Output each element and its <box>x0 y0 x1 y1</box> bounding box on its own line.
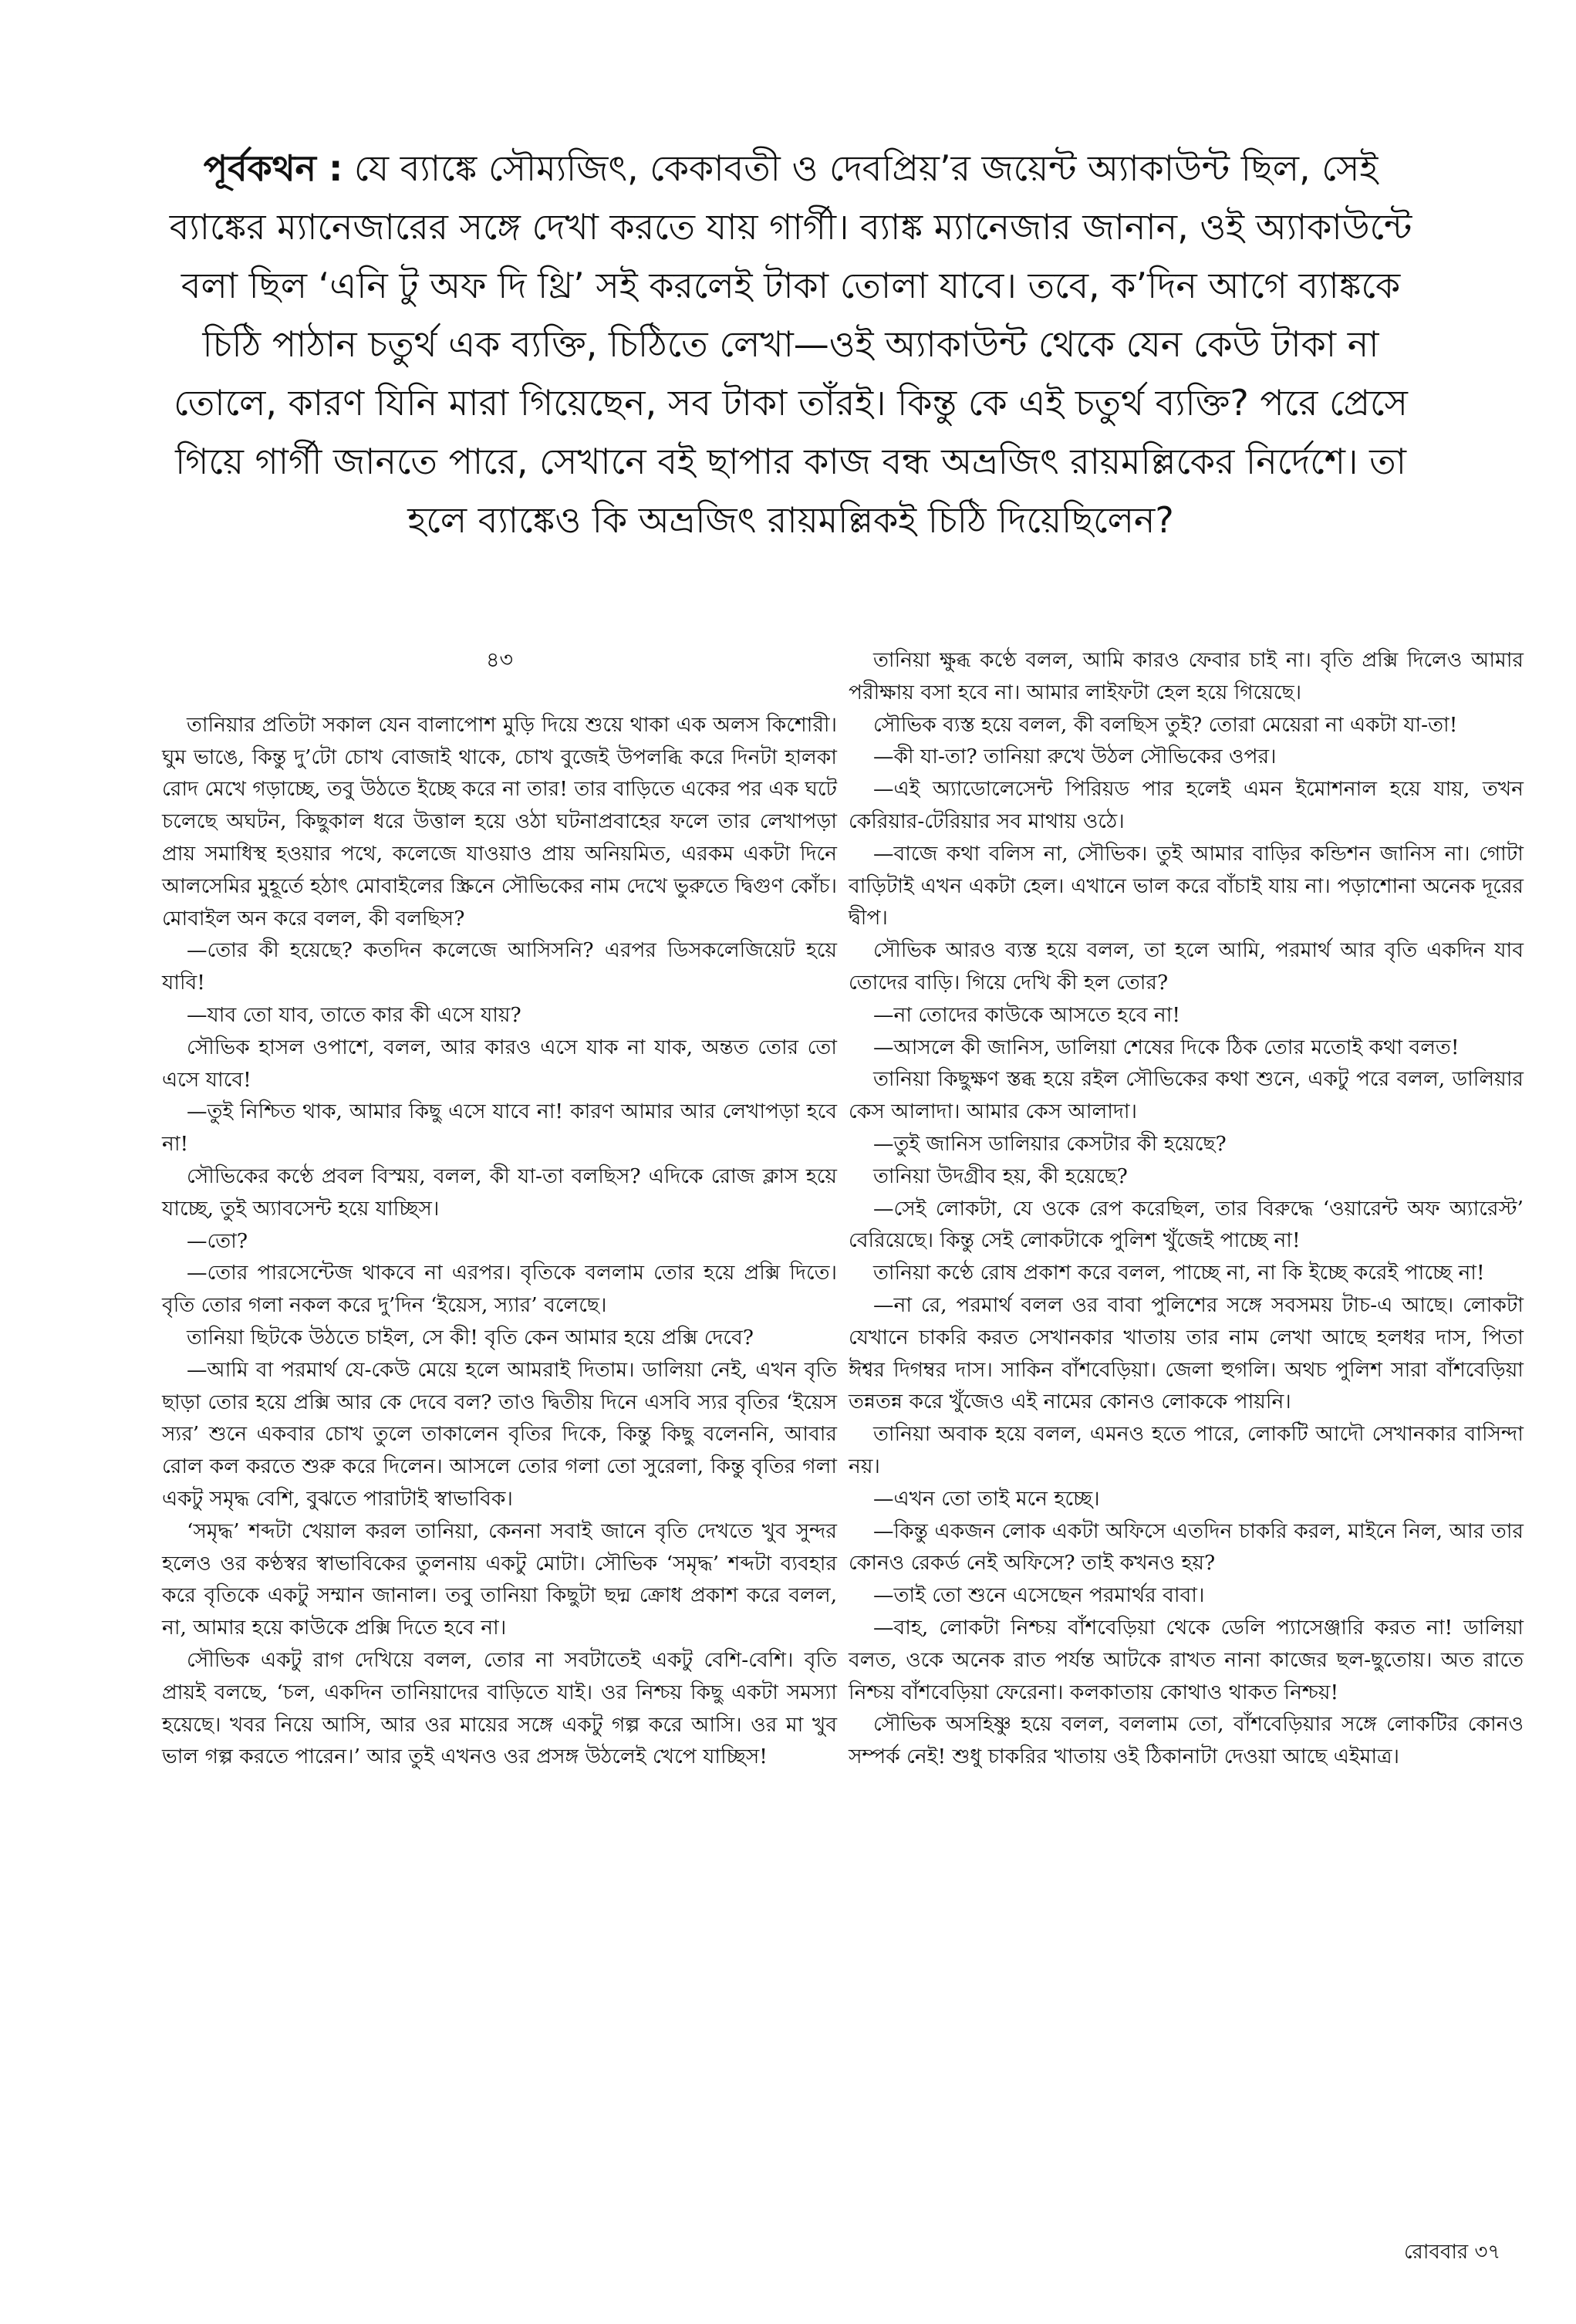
paragraph: —তুই নিশ্চিত থাক, আমার কিছু এসে যাবে না! কারণ আমার আর লেখাপড়া হবে না! <box>162 1100 837 1157</box>
magazine-name: রোববার <box>1404 2241 1469 2264</box>
paragraph: —আসলে কী জানিস, ডালিয়া শেষের দিকে ঠিক তোর মতোই কথা বলত! <box>873 1035 1460 1059</box>
summary-lead: পূর্বকথন : <box>203 147 343 189</box>
page-number: ৩৭ <box>1474 2241 1501 2264</box>
paragraph: —আমি বা পরমার্থ যে-কেউ মেয়ে হলে আমরাই দিতাম। ডালিয়া নেই, এখন বৃতি ছাড়া তোর হয়ে প্রক্সি আর কে দেবে বল? তাও দ্বিতীয় দিনে এসবি স্যর বৃতির ‘ইয়েস স্যর’ শুনে একবার চোখ তুলে তাকালেন বৃতির দিকে, কিন্তু কিছু বলেননি, আবার রোল কল করতে শুরু করে দিলেন। আসলে তোর গলা তো সুরেলা, কিন্তু বৃতির গলা একটু সমৃদ্ধ বেশি, বুঝতে পারাটাই স্বাভাবিক। <box>162 1357 837 1511</box>
paragraph: —সেই লোকটা, যে ওকে রেপ করেছিল, তার বিরুদ্ধে ‘ওয়ারেন্ট অফ অ্যারেস্ট’ বেরিয়েছে। কিন্তু সেই লোকটাকে পুলিশ খুঁজেই পাচ্ছে না! <box>849 1196 1524 1253</box>
paragraph: —বাজে কথা বলিস না, সৌভিক। তুই আমার বাড়ির কন্ডিশন জানিস না। গোটা বাড়িটাই এখন একটা হেল। এখানে ভাল করে বাঁচাই যায় না। পড়াশোনা অনেক দূরের দ্বীপ। <box>849 841 1524 931</box>
paragraph: তানিয়া ছিটকে উঠতে চাইল, সে কী! বৃতি কেন আমার হয়ে প্রক্সি দেবে? <box>187 1325 754 1349</box>
chapter-number: ৪৩ <box>485 648 514 672</box>
paragraph: —বাহ, লোকটা নিশ্চয় বাঁশবেড়িয়া থেকে ডেলি প্যাসেঞ্জারি করত না! ডালিয়া বলত, ওকে অনেক রাত পর্যন্ত আটকে রাখত নানা কাজের ছল-ছুতোয়। অত রাতে নিশ্চয় বাঁশবেড়িয়া ফেরেনা। কলকাতায় কোথাও থাকত নিশ্চয়! <box>849 1615 1524 1704</box>
paragraph: —কিন্তু একজন লোক একটা অফিসে এতদিন চাকরি করল, মাইনে নিল, আর তার কোনও রেকর্ড নেই অফিসে? তাই কখনও হয়? <box>849 1518 1524 1576</box>
summary-text: যে ব্যাঙ্কে সৌম্যজিৎ, কেকাবতী ও দেবপ্রিয়’র জয়েন্ট অ্যাকাউন্ট ছিল, সেই ব্যাঙ্কের ম্যানেজারের সঙ্গে দেখা করতে যায় গার্গী। ব্যাঙ্ক ম্যানেজার জানান, ওই অ্যাকাউন্টে বলা ছিল ‘এনি টু অফ দি থ্রি’ সই করলেই টাকা তোলা যাবে। তবে, ক’দিন আগে ব্যাঙ্ককে চিঠি পাঠান চতুর্থ এক ব্যক্তি, চিঠিতে লেখা—ওই অ্যাকাউন্ট থেকে যেন কেউ টাকা না তোলে, কারণ যিনি মারা গিয়েছেন, সব টাকা তাঁরই। কিন্তু কে এই চতুর্থ ব্যক্তি? পরে প্রেসে গিয়ে গার্গী জানতে পারে, সেখানে বই ছাপার কাজ বন্ধ অভ্রজিৎ রায়মল্লিকের নির্দেশে। তা হলে ব্যাঙ্কেও কি অভ্রজিৎ রায়মল্লিকই চিঠি দিয়েছিলেন? <box>169 147 1412 541</box>
paragraph: —তোর কী হয়েছে? কতদিন কলেজে আসিসনি? এরপর ডিসকলেজিয়েট হয়ে যাবি! <box>162 938 837 995</box>
paragraph: —তাই তো শুনে এসেছেন পরমার্থর বাবা। <box>873 1583 1205 1608</box>
paragraph: তানিয়া কিছুক্ষণ স্তব্ধ হয়ে রইল সৌভিকের কথা শুনে, একটু পরে বলল, ডালিয়ার কেস আলাদা। আমার কেস আলাদা। <box>849 1067 1524 1124</box>
paragraph: তানিয়া অবাক হয়ে বলল, এমনও হতে পারে, লোকটি আদৌ সেখানকার বাসিন্দা নয়। <box>849 1422 1524 1478</box>
paragraph: সৌভিক হাসল ওপাশে, বলল, আর কারও এসে যাক না যাক, অন্তত তোর তো এসে যাবে! <box>162 1035 837 1092</box>
paragraph: সৌভিকের কণ্ঠে প্রবল বিস্ময়, বলল, কী যা-তা বলছিস? এদিকে রোজ ক্লাস হয়ে যাচ্ছে, তুই অ্যাবসেন্ট হয়ে যাচ্ছিস। <box>162 1164 837 1221</box>
story-summary <box>162 139 1419 549</box>
paragraph: তানিয়া ক্ষুব্ধ কণ্ঠে বলল, আমি কারও ফেবার চাই না। বৃতি প্রক্সি দিলেও আমার পরীক্ষায় বসা হবে না। আমার লাইফটা হেল হয়ে গিয়েছে। <box>849 648 1524 704</box>
left-column <box>162 644 837 1773</box>
paragraph: —তোর পারসেন্টেজ থাকবে না এরপর। বৃতিকে বললাম তোর হয়ে প্রক্সি দিতে। বৃতি তোর গলা নকল করে দু’দিন ‘ইয়েস, স্যার’ বলেছে। <box>162 1261 837 1318</box>
paragraph: সৌভিক ব্যস্ত হয়ে বলল, কী বলছিস তুই? তোরা মেয়েরা না একটা যা-তা! <box>873 712 1458 737</box>
page-footer <box>1404 2236 1500 2270</box>
paragraph: —না তোদের কাউকে আসতে হবে না! <box>873 1002 1181 1027</box>
paragraph: —কী যা-তা? তানিয়া রুখে উঠল সৌভিকের ওপর। <box>873 745 1277 769</box>
paragraph: তানিয়া উদগ্রীব হয়, কী হয়েছে? <box>873 1164 1128 1188</box>
paragraph: —এই অ্যাডোলেসেন্ট পিরিয়ড পার হলেই এমন ইমোশনাল হয়ে যায়, তখন কেরিয়ার-টেরিয়ার সব মাথায় ওঠে। <box>849 777 1524 833</box>
paragraph: সৌভিক অসহিষ্ণু হয়ে বলল, বললাম তো, বাঁশবেড়িয়ার সঙ্গে লোকটির কোনও সম্পর্ক নেই! শুধু চাকরির খাতায় ওই ঠিকানাটা দেওয়া আছে এইমাত্র। <box>849 1712 1524 1769</box>
right-column <box>849 644 1524 1773</box>
paragraph: —না রে, পরমার্থ বলল ওর বাবা পুলিশের সঙ্গে সবসময় টাচ-এ আছে। লোকটা যেখানে চাকরি করত সেখানকার খাতায় তার নাম লেখা আছে হলধর দাস, পিতা ঈশ্বর দিগম্বর দাস। সাকিন বাঁশবেড়িয়া। জেলা হুগলি। অথচ পুলিশ সারা বাঁশবেড়িয়া তন্নতন্ন করে খুঁজেও এই নামের কোনও লোককে পায়নি। <box>849 1292 1524 1414</box>
paragraph: —এখন তো তাই মনে হচ্ছে। <box>873 1486 1100 1511</box>
paragraph: —যাব তো যাব, তাতে কার কী এসে যায়? <box>187 1002 521 1027</box>
paragraph: সৌভিক একটু রাগ দেখিয়ে বলল, তোর না সবটাতেই একটু বেশি-বেশি। বৃতি প্রায়ই বলছে, ‘চল, একদিন তানিয়াদের বাড়িতে যাই। ওর নিশ্চয় কিছু একটা সমস্যা হয়েছে। খবর নিয়ে আসি, আর ওর মায়ের সঙ্গে একটু গল্প করে আসি। ওর মা খুব ভাল গল্প করতে পারেন।’ আর তুই এখনও ওর প্রসঙ্গ উঠলেই খেপে যাচ্ছিস! <box>162 1647 837 1769</box>
paragraph: —তুই জানিস ডালিয়ার কেসটার কী হয়েছে? <box>873 1131 1227 1156</box>
paragraph: তানিয়া কণ্ঠে রোষ প্রকাশ করে বলল, পাচ্ছে না, না কি ইচ্ছে করেই পাচ্ছে না! <box>873 1261 1485 1285</box>
paragraph: তানিয়ার প্রতিটা সকাল যেন বালাপোশ মুড়ি দিয়ে শুয়ে থাকা এক অলস কিশোরী। ঘুম ভাঙে, কিন্তু দু’টো চোখ বোজাই থাকে, চোখ বুজেই উপলব্ধি করে দিনটা হালকা রোদ মেখে গড়াচ্ছে, তবু উঠতে ইচ্ছে করে না তার! তার বাড়িতে একের পর এক ঘটে চলেছে অঘটন, কিছুকাল ধরে উত্তাল হয়ে ওঠা ঘটনাপ্রবাহের ফলে তার লেখাপড়া প্রায় সমাধিস্থ হওয়ার পথে, কলেজে যাওয়াও প্রায় অনিয়মিত, এরকম একটা দিনে আলসেমির মুহূর্তে হঠাৎ মোবাইলের স্ক্রিনে সৌভিকের নাম দেখে ভুরুতে দ্বিগুণ কোঁচ। মোবাইল অন করে বলল, কী বলছিস? <box>162 712 837 931</box>
paragraph: সৌভিক আরও ব্যস্ত হয়ে বলল, তা হলে আমি, পরমার্থ আর বৃতি একদিন যাব তোদের বাড়ি। গিয়ে দেখি কী হল তোর? <box>849 938 1524 995</box>
paragraph: —তো? <box>187 1228 248 1253</box>
paragraph: ‘সমৃদ্ধ’ শব্দটা খেয়াল করল তানিয়া, কেননা সবাই জানে বৃতি দেখতে খুব সুন্দর হলেও ওর কণ্ঠস্বর স্বাভাবিকের তুলনায় একটু মোটা। সৌভিক ‘সমৃদ্ধ’ শব্দটা ব্যবহার করে বৃতিকে একটু সম্মান জানাল। তবু তানিয়া কিছুটা ছদ্ম ক্রোধ প্রকাশ করে বলল, না, আমার হয়ে কাউকে প্রক্সি দিতে হবে না। <box>162 1518 837 1640</box>
